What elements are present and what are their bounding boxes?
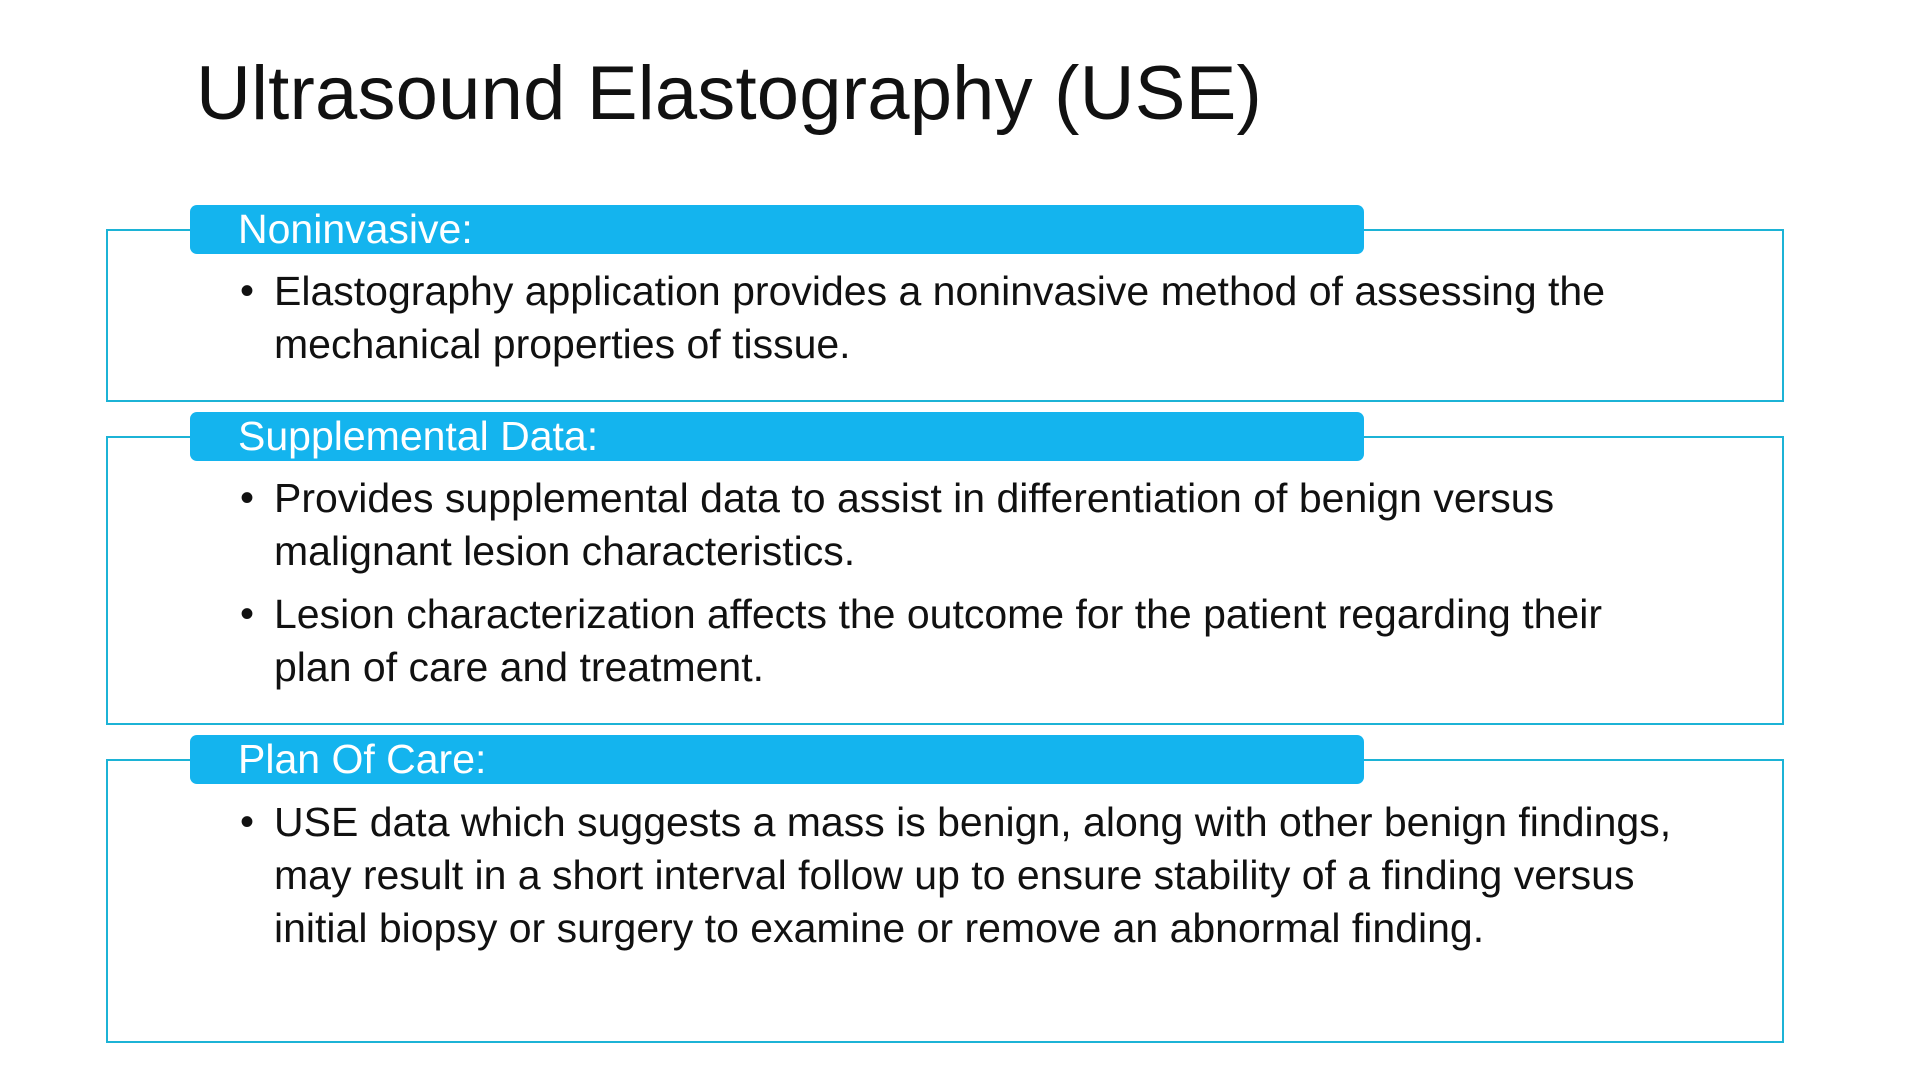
plan-of-care-bullet-list — [240, 796, 1680, 965]
bullet-item — [240, 265, 1680, 371]
bullet-dot-icon: • — [240, 800, 255, 844]
supplemental-data-bullet-list — [240, 472, 1680, 704]
bullet-dot-icon: • — [240, 269, 255, 313]
bullet-dot-icon: • — [240, 592, 255, 636]
noninvasive-heading-tab: Noninvasive: — [190, 205, 1364, 254]
bullet-text: Provides supplemental data to assist in differentiation of benign versus malignant lesion characteristics. — [274, 475, 1555, 574]
supplemental-data-heading-tab: Supplemental Data: — [190, 412, 1364, 461]
bullet-item — [240, 796, 1680, 955]
bullet-dot-icon: • — [240, 476, 255, 520]
bullet-text: Elastography application provides a noninvasive method of assessing the mechanical properties of tissue. — [274, 268, 1606, 367]
bullet-item — [240, 472, 1680, 578]
noninvasive-bullet-list — [240, 265, 1680, 381]
slide-title: Ultrasound Elastography (USE) — [196, 51, 1263, 136]
plan-of-care-heading-tab: Plan Of Care: — [190, 735, 1364, 784]
bullet-item — [240, 588, 1680, 694]
bullet-text: Lesion characterization affects the outcome for the patient regarding their plan of care and treatment. — [274, 591, 1602, 690]
bullet-text: USE data which suggests a mass is benign, along with other benign findings, may result in a short interval follow up to ensure stability of a finding versus initial biopsy or surgery to examine or remove an abnormal finding. — [274, 799, 1672, 951]
